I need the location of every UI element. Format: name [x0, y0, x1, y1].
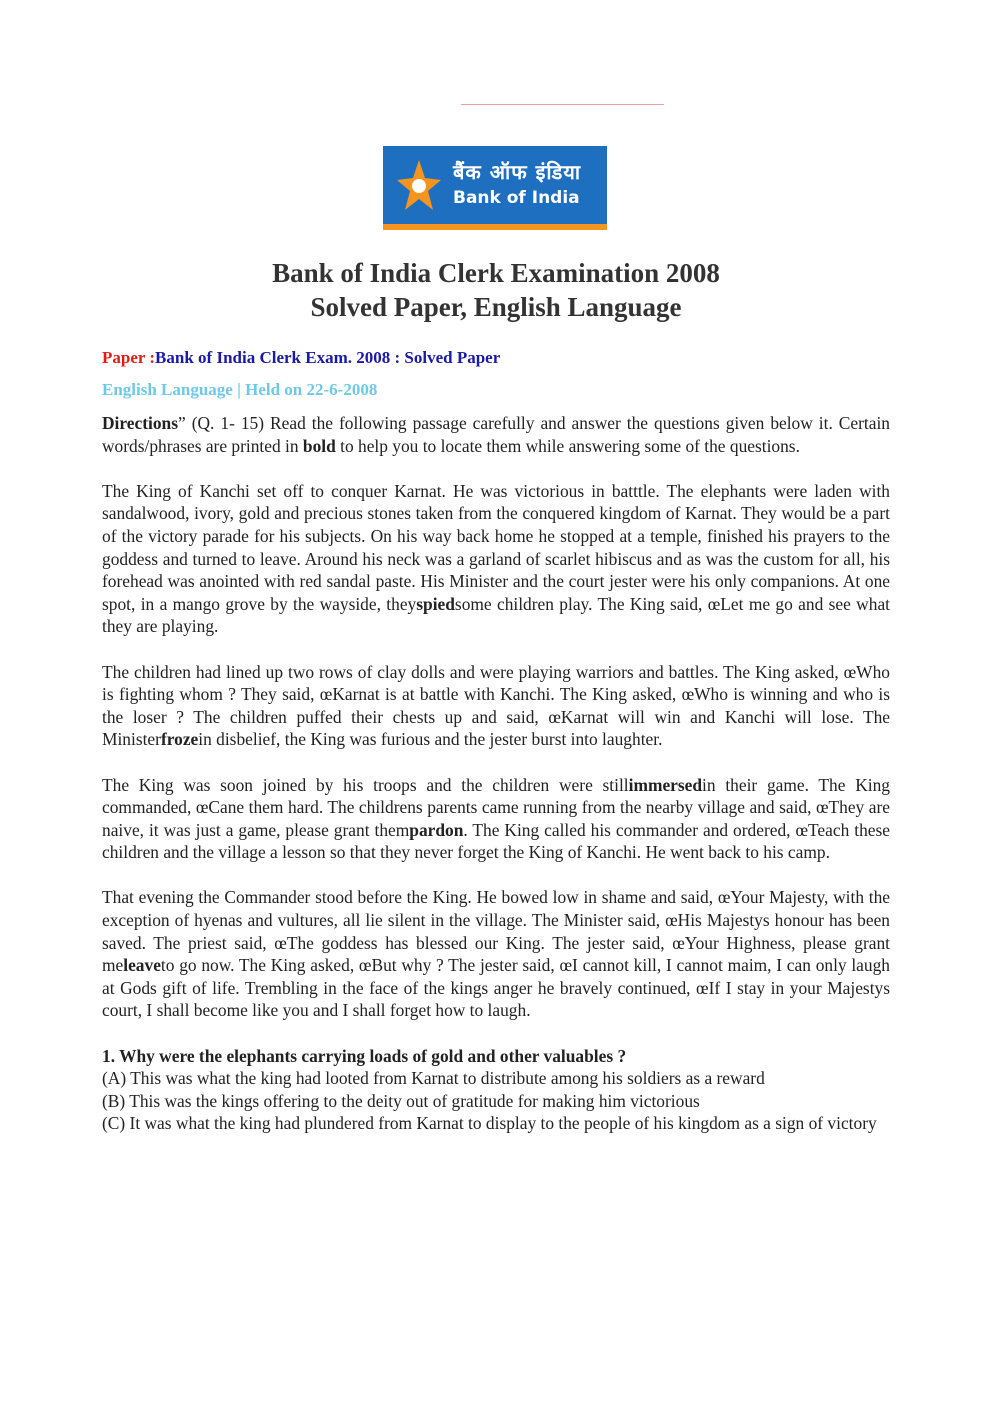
- paper-label: Paper :: [102, 348, 156, 367]
- logo-english-text: Bank of India: [453, 188, 580, 208]
- option-c: (C) It was what the king had plundered from Karnat to display to the people of his kingdom as a sign of victory: [102, 1113, 877, 1134]
- passage-paragraph: The King of Kanchi set off to conquer Karnat. He was victorious in batttle. The elephants were laden with sandalwood, ivory, gold and precious stones taken from the conquered kingdom of Karnat. They would be a part of the victory parade for his subjects. On his way back home he stopped at a temple, finished his prayers to the goddess and turned to leave. Around his neck was a garland of scarlet hibiscus and as was the custom for all, his forehead was anointed with red sandal paste. His Minister and the court jester were his only companions. At one spot, in a mango grove by the wayside, theyspiedsome children play. The King said, œLet me go and see what they are playing.: [102, 480, 890, 637]
- passage-paragraph: The King was soon joined by his troops and the children were stillimmersedin their game. The King commanded, œCane them hard. The childrens parents came running from the nearby village and said, œThey are naive, it was just a game, please grant thempardon. The King called his commander and ordered, œTeach these children and the village a lesson so that they never forget the King of Kanchi. He went back to his camp.: [102, 774, 890, 863]
- passage-paragraph: That evening the Commander stood before the King. He bowed low in shame and said, œYour Majesty, with the exception of hyenas and vultures, all lie silent in the village. The Minister said, œHis Majestys honour has been saved. The priest said, œThe goddess has blessed our King. The jester said, œYour Highness, please grant meleaveto go now. The King asked, œBut why ? The jester said, œI cannot kill, I cannot maim, I can only laugh at Gods gift of life. Trembling in the face of the kings anger he bravely continued, œIf I stay in your Majestys court, I shall become like you and I shall forget how to laugh.: [102, 887, 890, 1021]
- document-body: [102, 412, 890, 1135]
- bank-logo: [383, 146, 607, 230]
- page-title: Bank of India Clerk Examination 2008: [272, 258, 720, 288]
- passage-paragraph: The children had lined up two rows of clay dolls and were playing warriors and battles. The King asked, œWho is fighting whom ? They said, œKarnat is at battle with Kanchi. The King asked, œWho is winning and who is the loser ? The children puffed their chests up and said, œKarnat will win and Kanchi will lose. The Ministerfrozein disbelief, the King was furious and the jester burst into laughter.: [102, 661, 890, 750]
- star-emblem-icon: [395, 158, 443, 214]
- page-subtitle: Solved Paper, English Language: [310, 292, 682, 322]
- logo-hindi-text: बैंक ऑफ इंडिया: [453, 160, 582, 184]
- paper-line: [102, 348, 500, 368]
- question-text: 1. Why were the elephants carrying loads of gold and other valuables ?: [102, 1045, 627, 1066]
- top-divider: [461, 104, 664, 105]
- directions-label: Directions: [102, 413, 178, 433]
- option-b: (B) This was the kings offering to the deity out of gratitude for making him victorious: [102, 1090, 700, 1111]
- subject-line[interactable]: English Language | Held on 22-6-2008: [102, 380, 378, 399]
- option-a: (A) This was what the king had looted from Karnat to distribute among his soldiers as a reward: [102, 1068, 765, 1089]
- directions: Directions” (Q. 1- 15) Read the following passage carefully and answer the questions given below it. Certain words/phrases are printed in bold to help you to locate them while answering some of the questions.: [102, 413, 890, 456]
- paper-value[interactable]: Bank of India Clerk Exam. 2008 : Solved Paper: [155, 348, 501, 367]
- question-1: [102, 1045, 890, 1135]
